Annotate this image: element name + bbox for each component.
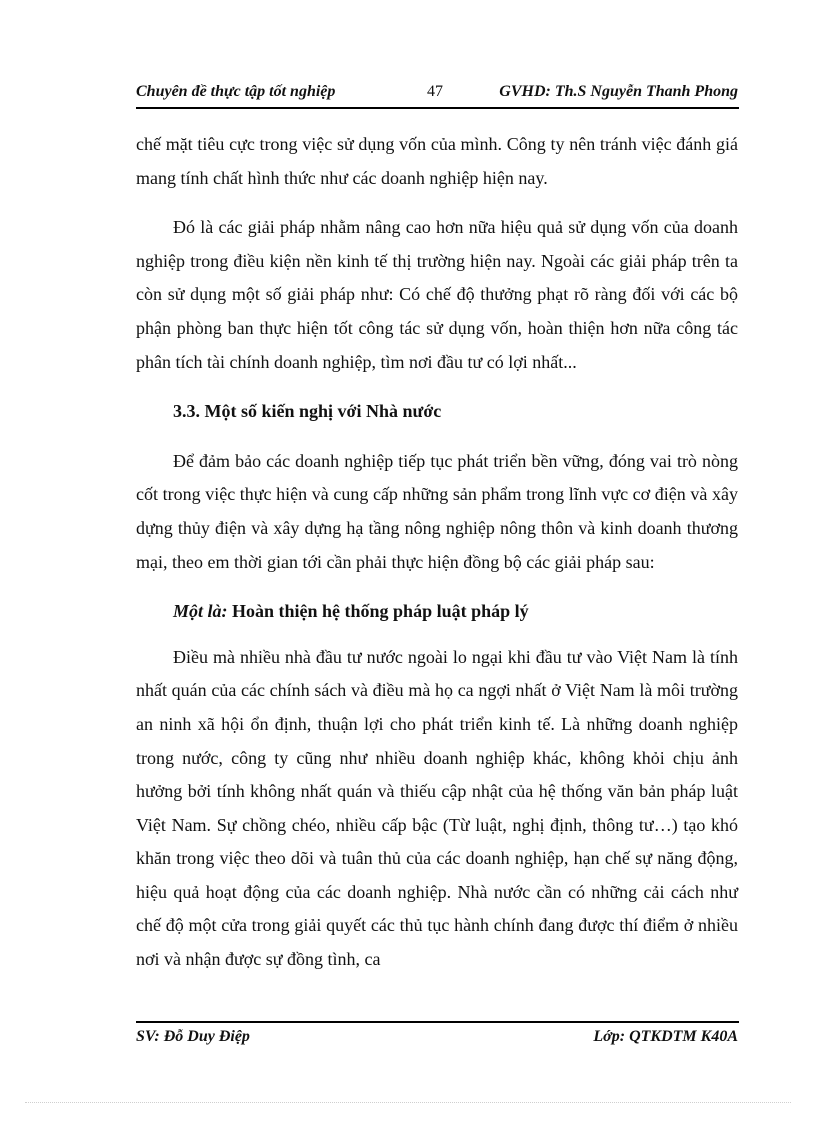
subsection-heading — [136, 595, 738, 629]
paragraph-legal-system: Điều mà nhiều nhà đầu tư nước ngoài lo ngại khi đầu tư vào Việt Nam là tính nhất quán của các chính sách và điều mà họ ca ngợi nhất ở Việt Nam là môi trường an ninh xã hội ổn định, thuận lợi cho phát triển kinh tế. Là những doanh nghiệp trong nước, công ty cũng như nhiều doanh nghiệp khác, không khỏi chịu ảnh hưởng bởi tính không nhất quán và thiếu cập nhật của hệ thống văn bản pháp luật Việt Nam. Sự chồng chéo, nhiều cấp bậc (Từ luật, nghị định, thông tư…) tạo khó khăn trong việc theo dõi và tuân thủ của các doanh nghiệp, hạn chế sự năng động, hiệu quả hoạt động của các doanh nghiệp. Nhà nước cần có những cải cách như chế độ một cửa trong giải quyết các thủ tục hành chính đang được thí điểm ở nhiều nơi và nhận được sự đồng tình, ca — [136, 646, 738, 970]
page-number: 47 — [427, 83, 443, 100]
paragraph-recommendations-intro: Để đảm bảo các doanh nghiệp tiếp tục phát triển bền vững, đóng vai trò nòng cốt trong việc thực hiện và cung cấp những sản phẩm trong lĩnh vực cơ điện và xây dựng thủy điện và xây dựng hạ tầng nông nghiệp nông thôn và kinh doanh thương mại, theo em thời gian tới cần phải thực hiện đồng bộ các giải pháp sau: — [136, 450, 738, 572]
page-bottom-edge — [25, 1102, 791, 1103]
footer-divider — [136, 1021, 739, 1023]
page-body — [136, 128, 738, 977]
header-divider — [136, 107, 739, 109]
page-footer — [136, 1028, 738, 1052]
section-heading: 3.3. Một số kiến nghị với Nhà nước — [173, 401, 442, 422]
subsection-title: Hoàn thiện hệ thống pháp luật pháp lý — [227, 601, 529, 622]
paragraph-continuation: chế mặt tiêu cực trong việc sử dụng vốn của mình. Công ty nên tránh việc đánh giá mang tính chất hình thức như các doanh nghiệp hiện nay. — [136, 134, 738, 188]
footer-student: SV: Đỗ Duy Điệp — [136, 1028, 250, 1045]
subsection-lead: Một là: — [173, 601, 228, 622]
page-header — [136, 83, 738, 107]
header-supervisor: GVHD: Th.S Nguyễn Thanh Phong — [499, 83, 738, 100]
footer-class: Lớp: QTKDTM K40A — [593, 1028, 738, 1045]
paragraph-solutions-summary: Đó là các giải pháp nhằm nâng cao hơn nữa hiệu quả sử dụng vốn của doanh nghiệp trong điều kiện nền kinh tế thị trường hiện nay. Ngoài các giải pháp trên ta còn sử dụng một số giải pháp như: Có chế độ thưởng phạt rõ ràng đối với các bộ phận phòng ban thực hiện tốt công tác sử dụng vốn, hoàn thiện hơn nữa công tác phân tích tài chính doanh nghiệp, tìm nơi đầu tư có lợi nhất... — [136, 217, 738, 372]
header-document-title: Chuyên đề thực tập tốt nghiệp — [136, 83, 336, 100]
